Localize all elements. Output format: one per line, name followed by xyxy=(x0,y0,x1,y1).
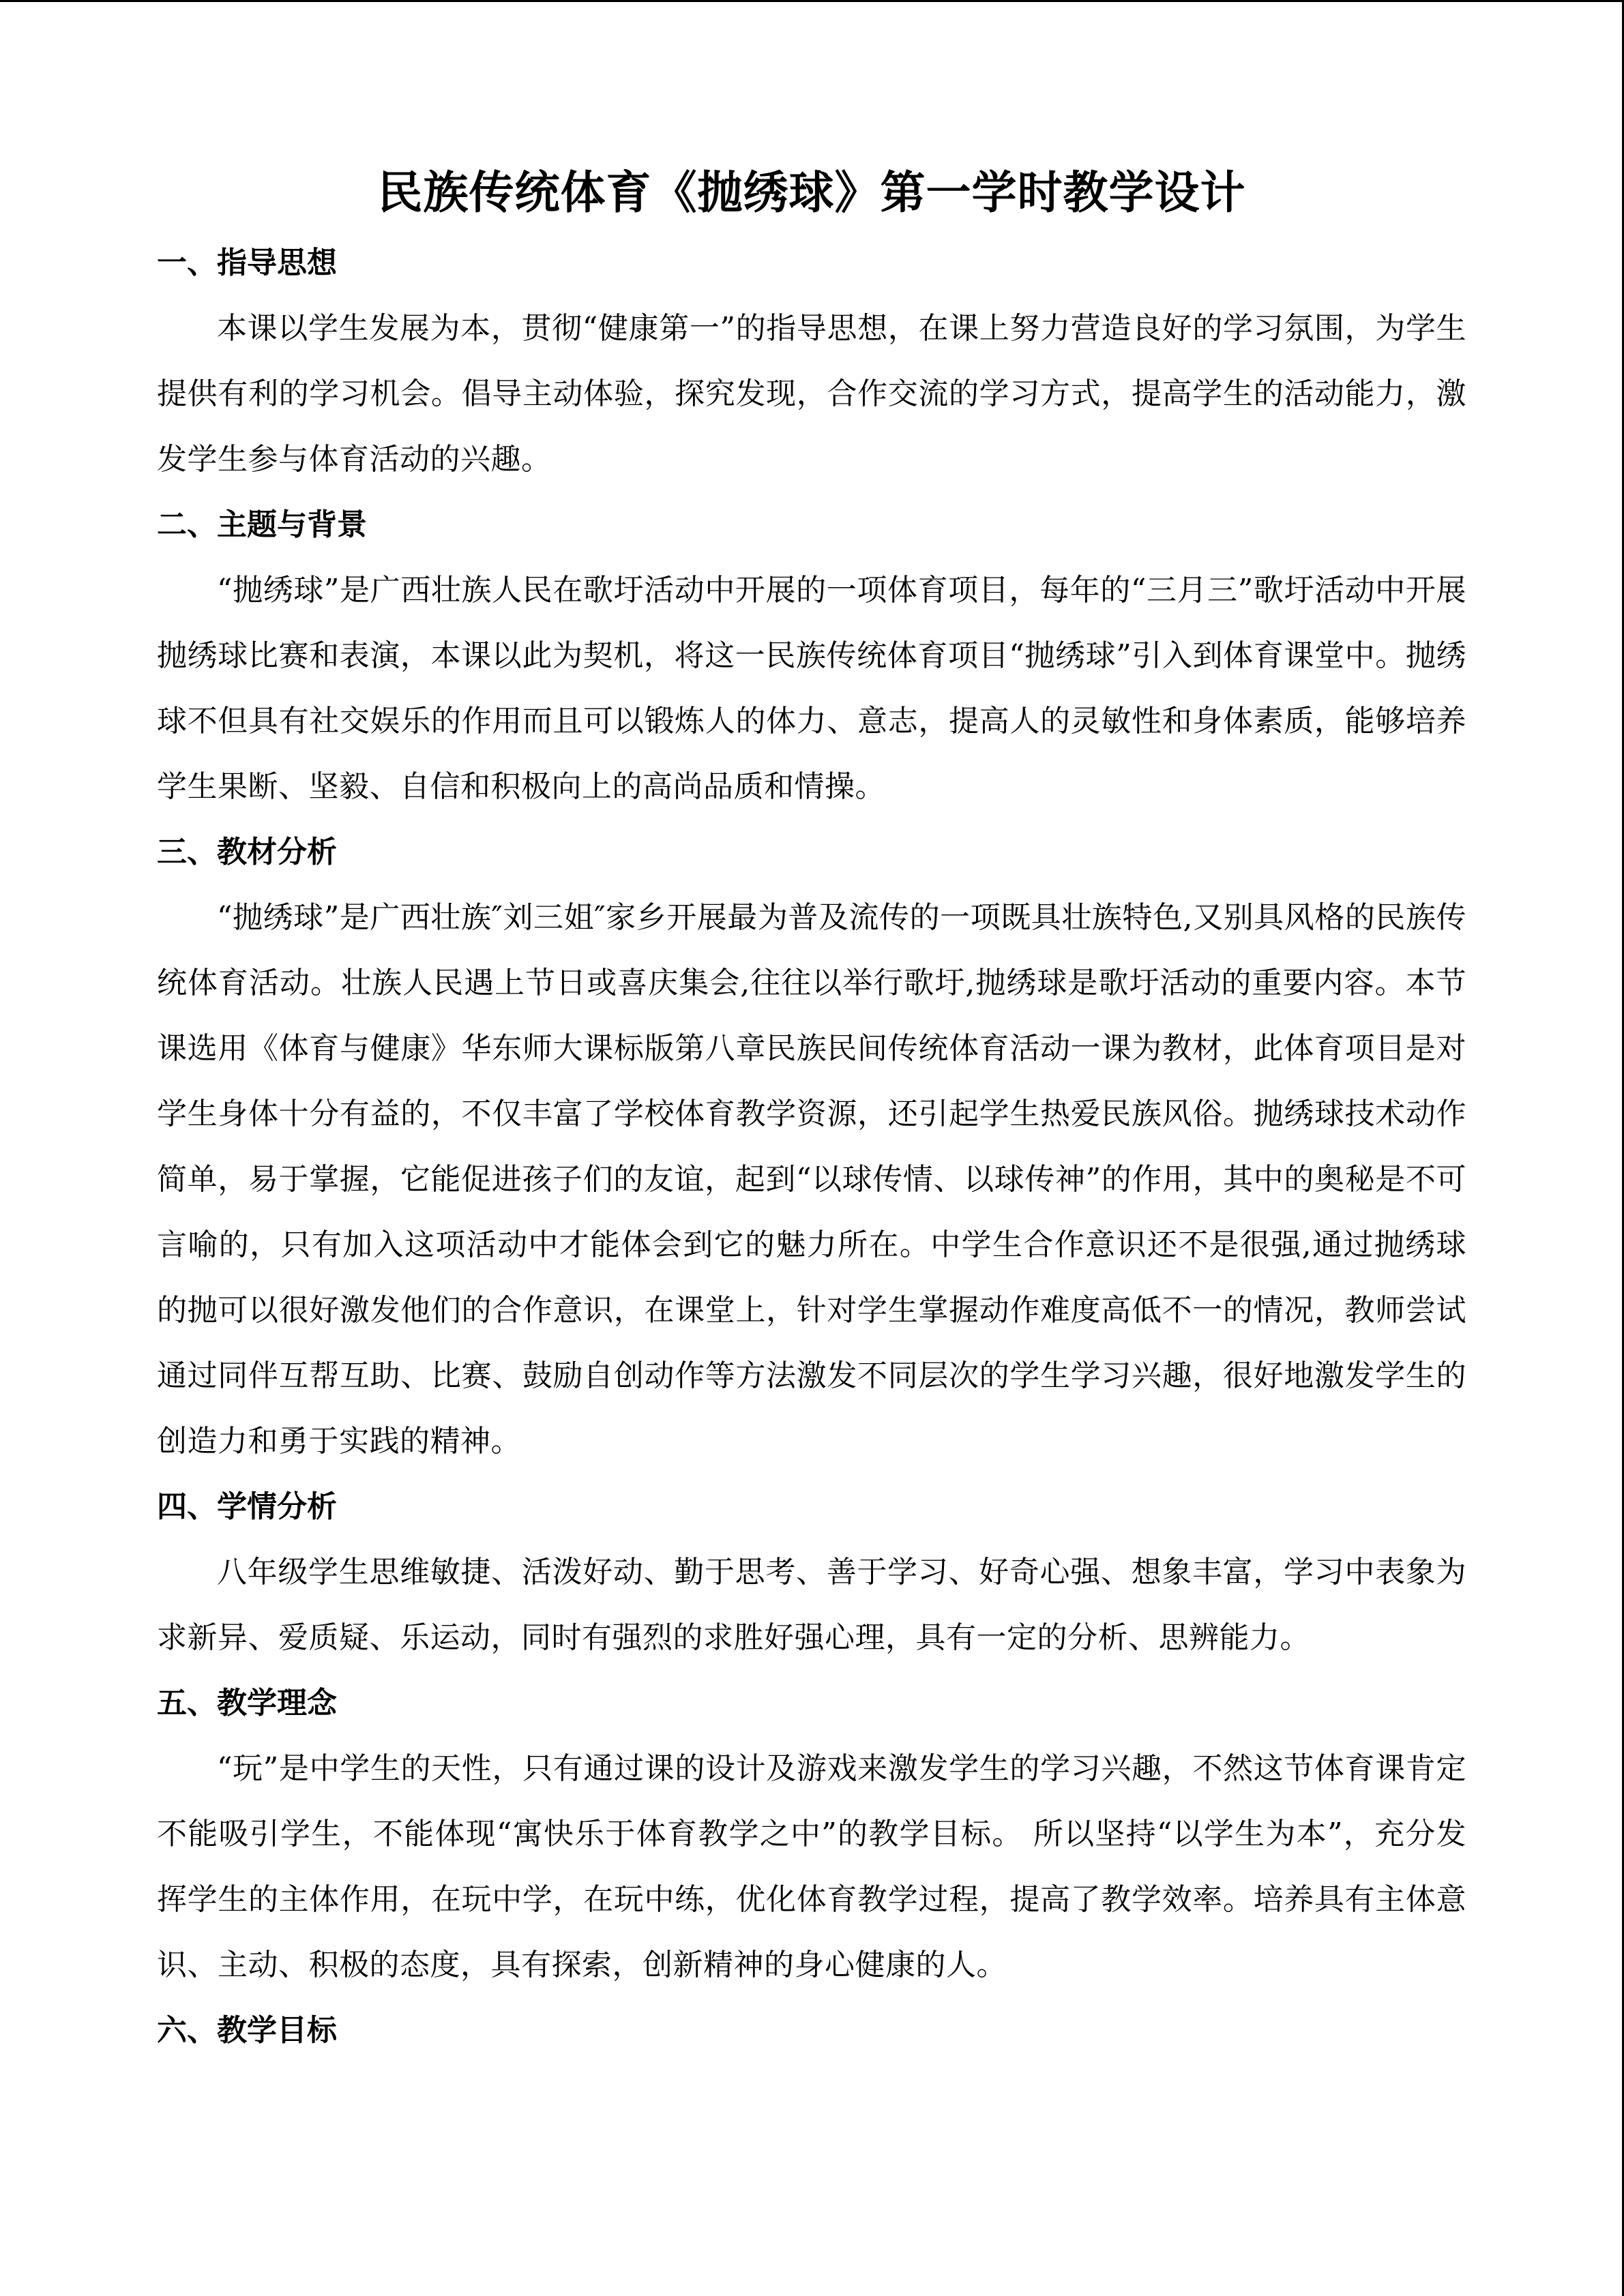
section-heading-theme-background: 二、主题与背景 xyxy=(157,507,367,542)
section-text-material-analysis: “抛绣球”是广西壮族″刘三姐″家乡开展最为普及流传的一项既具壮族特色,又别具风格的民族传统体育活动。壮族人民遇上节日或喜庆集会,往往以举行歌圩,抛绣球是歌圩活动的重要内容。本节课选用《体育与健康》华东师大课标版第八章民族民间传统体育活动一课为教材，此体育项目是对学生身体十分有益的，不仅丰富了学校体育教学资源，还引起学生热爱民族风俗。抛绣球技术动作简单，易于掌握，它能促进孩子们的友谊，起到“以球传情、以球传神”的作用，其中的奥秘是不可言喻的，只有加入这项活动中才能体会到它的魅力所在。中学生合作意识还不是很强,通过抛绣球的抛可以很好激发他们的合作意识，在课堂上，针对学生掌握动作难度高低不一的情况，教师尝试通过同伴互帮互助、比赛、鼓励自创动作等方法激发不同层次的学生学习兴趣，很好地激发学生的创造力和勇于实践的精神。 xyxy=(157,900,1466,1459)
document-title: 民族传统体育《抛绣球》第一学时教学设计 xyxy=(377,166,1246,219)
section-text-guiding-ideology: 本课以学生发展为本，贯彻“健康第一”的指导思想，在课上努力营造良好的学习氛围，为学生提供有利的学习机会。倡导主动体验，探究发现，合作交流的学习方式，提高学生的活动能力，激发学生参与体育活动的兴趣。 xyxy=(157,311,1466,477)
document-content xyxy=(157,155,1466,2063)
section-text-theme-background: “抛绣球”是广西壮族人民在歌圩活动中开展的一项体育项目，每年的“三月三”歌圩活动中开展抛绣球比赛和表演，本课以此为契机，将这一民族传统体育项目“抛绣球”引入到体育课堂中。抛绣球不但具有社交娱乐的作用而且可以锻炼人的体力、意志，提高人的灵敏性和身体素质，能够培养学生果断、坚毅、自信和积极向上的高尚品质和情操。 xyxy=(157,573,1466,804)
section-heading-teaching-objectives: 六、教学目标 xyxy=(157,2013,337,2048)
section-heading-student-analysis: 四、学情分析 xyxy=(157,1489,337,1524)
section-heading-material-analysis: 三、教材分析 xyxy=(157,835,337,869)
section-heading-guiding-ideology: 一、指导思想 xyxy=(157,245,337,280)
section-text-student-analysis: 八年级学生思维敏捷、活泼好动、勤于思考、善于学习、好奇心强、想象丰富，学习中表象为求新异、爱质疑、乐运动，同时有强烈的求胜好强心理，具有一定的分析、思辨能力。 xyxy=(157,1555,1466,1655)
section-text-teaching-philosophy: “玩”是中学生的天性，只有通过课的设计及游戏来激发学生的学习兴趣，不然这节体育课肯定不能吸引学生，不能体现“寓快乐于体育教学之中”的教学目标。 所以坚持“以学生为本”，充分发挥学生的主体作用，在玩中学，在玩中练，优化体育教学过程，提高了教学效率。培养具有主体意识、主动、积极的态度，具有探索，创新精神的身心健康的人。 xyxy=(157,1751,1466,1982)
section-heading-teaching-philosophy: 五、教学理念 xyxy=(157,1686,337,1720)
